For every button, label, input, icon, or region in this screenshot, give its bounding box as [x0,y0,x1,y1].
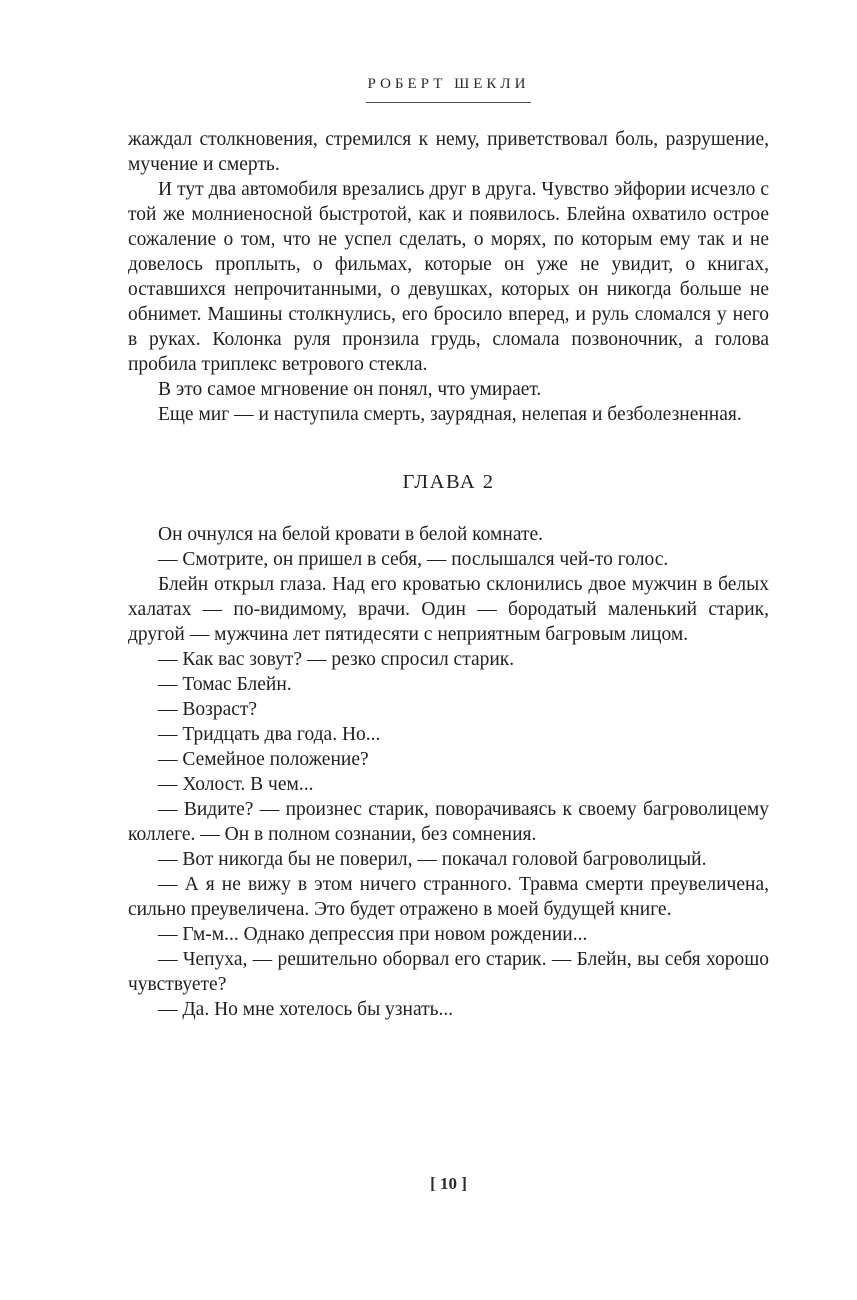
body-text [128,127,769,1022]
paragraph: — Чепуха, — решительно оборвал его старик. — Блейн, вы себя хорошо чувствуете? [128,949,769,995]
text-column [128,0,769,1022]
running-header-author: РОБЕРТ ШЕКЛИ [367,76,530,92]
paragraph: — Томас Блейн. [158,674,292,695]
paragraph: жаждал столкновения, стремился к нему, приветствовал боль, разрушение, мучение и смерть. [128,129,769,175]
header-divider [366,102,531,103]
paragraph: — Вот никогда бы не поверил, — покачал головой багроволицый. [158,849,707,870]
chapter-heading: ГЛАВА 2 [402,471,495,493]
paragraph: — Возраст? [158,699,258,720]
paragraph: — Гм-м... Однако депрессия при новом рождении... [158,924,588,945]
paragraph: Еще миг — и наступила смерть, заурядная, нелепая и безболезненная. [158,404,742,425]
paragraph: — Да. Но мне хотелось бы узнать... [158,999,454,1020]
paragraph: — Смотрите, он пришел в себя, — послышался чей-то голос. [158,549,669,570]
paragraph: Он очнулся на белой кровати в белой комнате. [158,524,544,545]
paragraph: — Тридцать два года. Но... [158,724,381,745]
paragraph: — Холост. В чем... [158,774,314,795]
paragraph: — Видите? — произнес старик, поворачиваясь к своему багроволицему коллеге. — Он в полном сознании, без сомнения. [128,799,769,845]
paragraph: И тут два автомобиля врезались друг в друга. Чувство эйфории исчезло с той же молниеносной быстротой, как и появилось. Блейна охватило острое сожаление о том, что не успел сделать, о морях, по которым ему так и не довелось проплыть, о фильмах, которые он уже не увидит, о книгах, оставшихся непрочитанными, о девушках, которых он никогда больше не обнимет. Машины столкнулись, его бросило вперед, и руль сломался у него в руках. Колонка руля пронзила грудь, сломала позвоночник, а голова пробила триплекс ветрового стекла. [128,179,769,375]
paragraph: — Как вас зовут? — резко спросил старик. [158,649,515,670]
page-number: [ 10 ] [430,1174,467,1193]
paragraph: Блейн открыл глаза. Над его кроватью склонились двое мужчин в белых халатах — по-видимому, врачи. Один — бородатый маленький старик, другой — мужчина лет пятидесяти с неприятным багровым лицом. [128,574,769,645]
paragraph: — Семейное положение? [158,749,369,770]
paragraph: — А я не вижу в этом ничего странного. Травма смерти преувеличена, сильно преувеличена. Это будет отражено в моей будущей книге. [128,874,769,920]
paragraph: В это самое мгновение он понял, что умирает. [158,379,542,400]
